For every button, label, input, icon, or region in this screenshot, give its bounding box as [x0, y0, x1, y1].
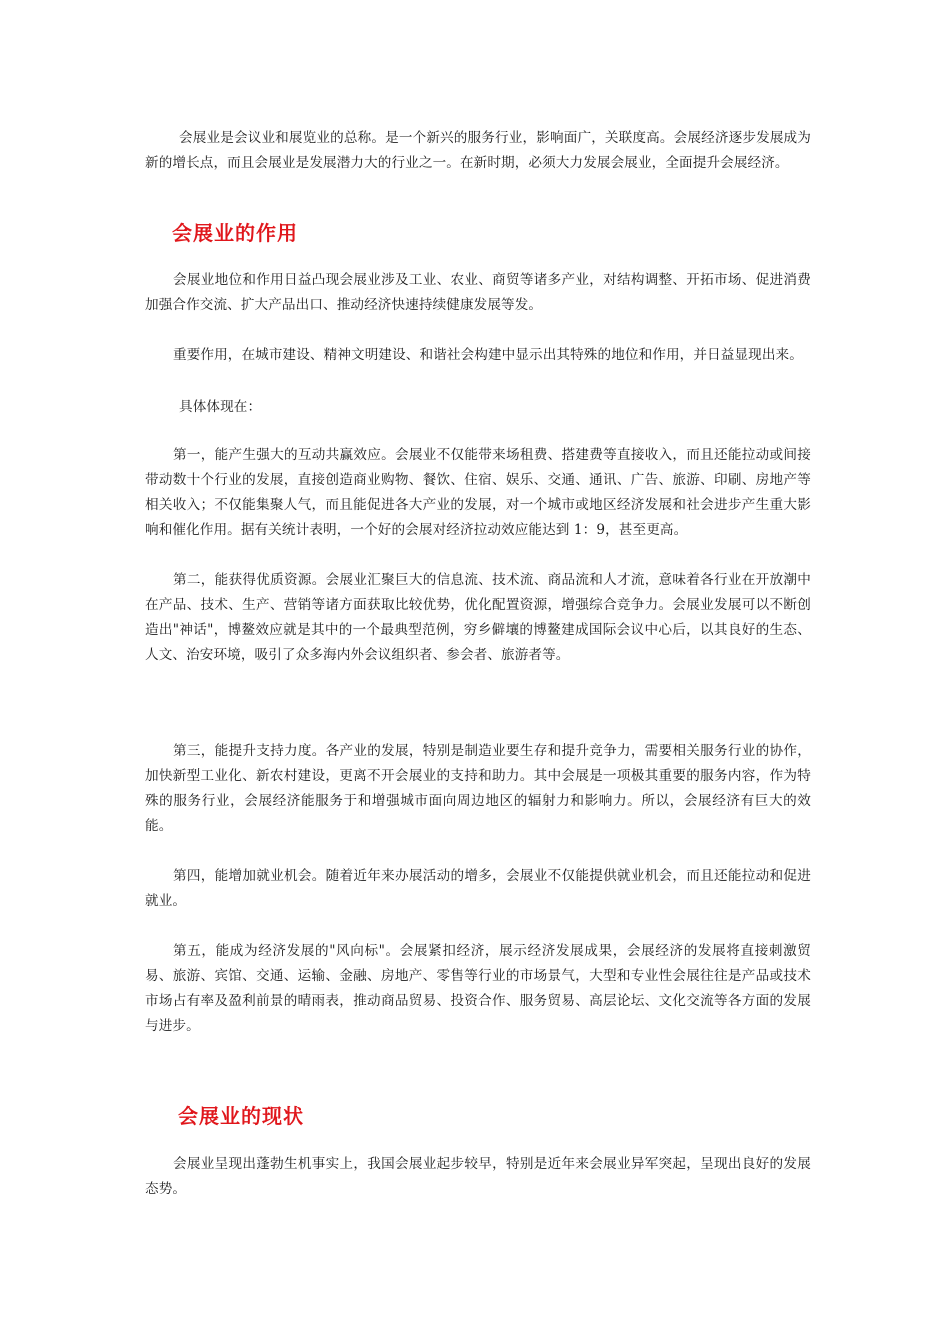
paragraph-important-role: 重要作用，在城市建设、精神文明建设、和谐社会构建中显示出其特殊的地位和作用，并日益显现出来。: [173, 347, 803, 363]
section-heading-status: 会展业的现状: [178, 1104, 304, 1128]
paragraph-fifth-point: 第五，能成为经济发展的"风向标"。会展紧扣经济，展示经济发展成果，会展经济的发展将直接刺激贸易、旅游、宾馆、交通、运输、金融、房地产、零售等行业的市场景气，大型和专业性会展往往是产品或技术市场占有率及盈利前景的晴雨表，推动商品贸易、投资合作、服务贸易、高层论坛、文化交流等各方面的发展与进步。: [145, 943, 811, 1034]
intro-paragraph: 会展业是会议业和展览业的总称。是一个新兴的服务行业，影响面广，关联度高。会展经济逐步发展成为新的增长点，而且会展业是发展潜力大的行业之一。在新时期，必须大力发展会展业，全面提升会展经济。: [145, 130, 811, 171]
section-heading-role: 会展业的作用: [172, 221, 298, 245]
paragraph-first-point: 第一，能产生强大的互动共赢效应。会展业不仅能带来场租费、搭建费等直接收入，而且还能拉动或间接带动数十个行业的发展，直接创造商业购物、餐饮、住宿、娱乐、交通、通讯、广告、旅游、印刷、房地产等相关收入；不仅能集聚人气，而且能促进各大产业的发展，对一个城市或地区经济发展和社会进步产生重大影响和催化作用。据有关统计表明，一个好的会展对经济拉动效应能达到 1：9，甚至更高。: [145, 447, 811, 538]
paragraph-role-overview: 会展业地位和作用日益凸现会展业涉及工业、农业、商贸等诸多产业，对结构调整、开拓市场、促进消费加强合作交流、扩大产品出口、推动经济快速持续健康发展等发。: [145, 272, 811, 313]
paragraph-status: 会展业呈现出蓬勃生机事实上，我国会展业起步较早，特别是近年来会展业异军突起，呈现出良好的发展态势。: [145, 1156, 811, 1197]
paragraph-specific: 具体体现在：: [179, 399, 262, 415]
paragraph-third-point: 第三，能提升支持力度。各产业的发展，特别是制造业要生存和提升竞争力，需要相关服务行业的协作，加快新型工业化、新农村建设，更离不开会展业的支持和助力。其中会展是一项极其重要的服务内容，作为特殊的服务行业，会展经济能服务于和增强城市面向周边地区的辐射力和影响力。所以，会展经济有巨大的效能。: [145, 743, 811, 834]
paragraph-second-point: 第二，能获得优质资源。会展业汇聚巨大的信息流、技术流、商品流和人才流，意味着各行业在开放潮中在产品、技术、生产、营销等诸方面获取比较优势，优化配置资源，增强综合竞争力。会展业发展可以不断创造出"神话"，博鳌效应就是其中的一个最典型范例，穷乡僻壤的博鳌建成国际会议中心后，以其良好的生态、人文、治安环境，吸引了众多海内外会议组织者、参会者、旅游者等。: [145, 572, 811, 663]
paragraph-fourth-point: 第四，能增加就业机会。随着近年来办展活动的增多，会展业不仅能提供就业机会，而且还能拉动和促进就业。: [145, 868, 811, 909]
